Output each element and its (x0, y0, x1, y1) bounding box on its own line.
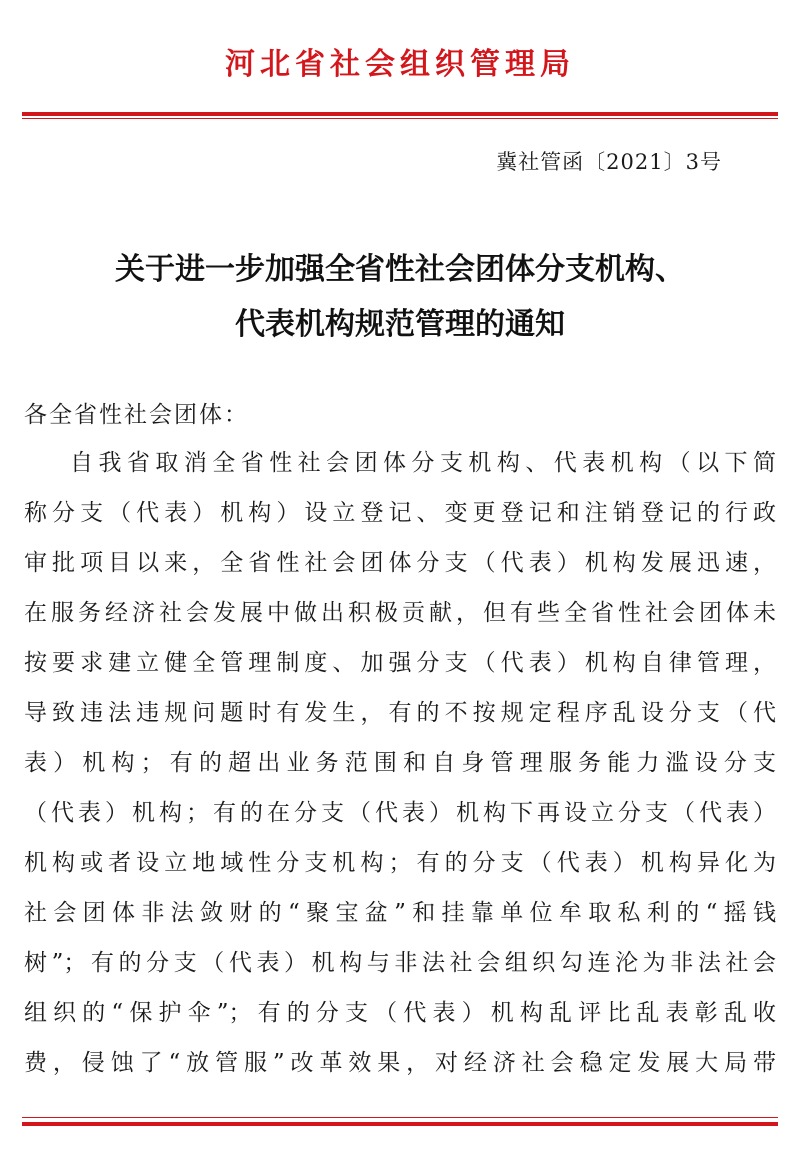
body-line: 表）机构；有的超出业务范围和自身管理服务能力滥设分支 (24, 750, 776, 776)
body-paragraph (24, 441, 776, 1091)
header-red-rule-thin (22, 118, 778, 119)
body-line: 自我省取消全省性社会团体分支机构、代表机构（以下简 (70, 450, 776, 476)
body-line: 审批项目以来，全省性社会团体分支（代表）机构发展迅速， (24, 550, 776, 576)
footer-red-rule (22, 1122, 778, 1126)
document-title-line-1: 关于进一步加强全省性社会团体分支机构、 (115, 252, 685, 287)
body-line: 机构或者设立地域性分支机构；有的分支（代表）机构异化为 (24, 850, 776, 876)
document-title-line-2: 代表机构规范管理的通知 (235, 307, 565, 342)
body-line: （代表）机构；有的在分支（代表）机构下再设立分支（代表） (24, 800, 776, 826)
body-line: 按要求建立健全管理制度、加强分支（代表）机构自律管理， (24, 650, 776, 676)
issuing-authority-header: 河北省社会组织管理局 (225, 48, 575, 81)
body-line: 在服务经济社会发展中做出积极贡献，但有些全省性社会团体未 (24, 600, 776, 626)
salutation: 各全省性社会团体： (24, 402, 249, 428)
body-line: 树”；有的分支（代表）机构与非法社会组织勾连沦为非法社会 (24, 950, 776, 976)
body-line: 社会团体非法敛财的“聚宝盆”和挂靠单位牟取私利的“摇钱 (24, 900, 776, 926)
document-number: 冀社管函〔2021〕3号 (496, 150, 722, 174)
body-line: 称分支（代表）机构）设立登记、变更登记和注销登记的行政 (24, 500, 776, 526)
footer-red-rule-thin (22, 1117, 778, 1118)
body-line: 导致违法违规问题时有发生，有的不按规定程序乱设分支（代 (24, 700, 776, 726)
body-line: 组织的“保护伞”；有的分支（代表）机构乱评比乱表彰乱收 (24, 1000, 776, 1026)
header-red-rule (22, 112, 778, 116)
body-line: 费，侵蚀了“放管服”改革效果，对经济社会稳定发展大局带 (24, 1050, 776, 1076)
